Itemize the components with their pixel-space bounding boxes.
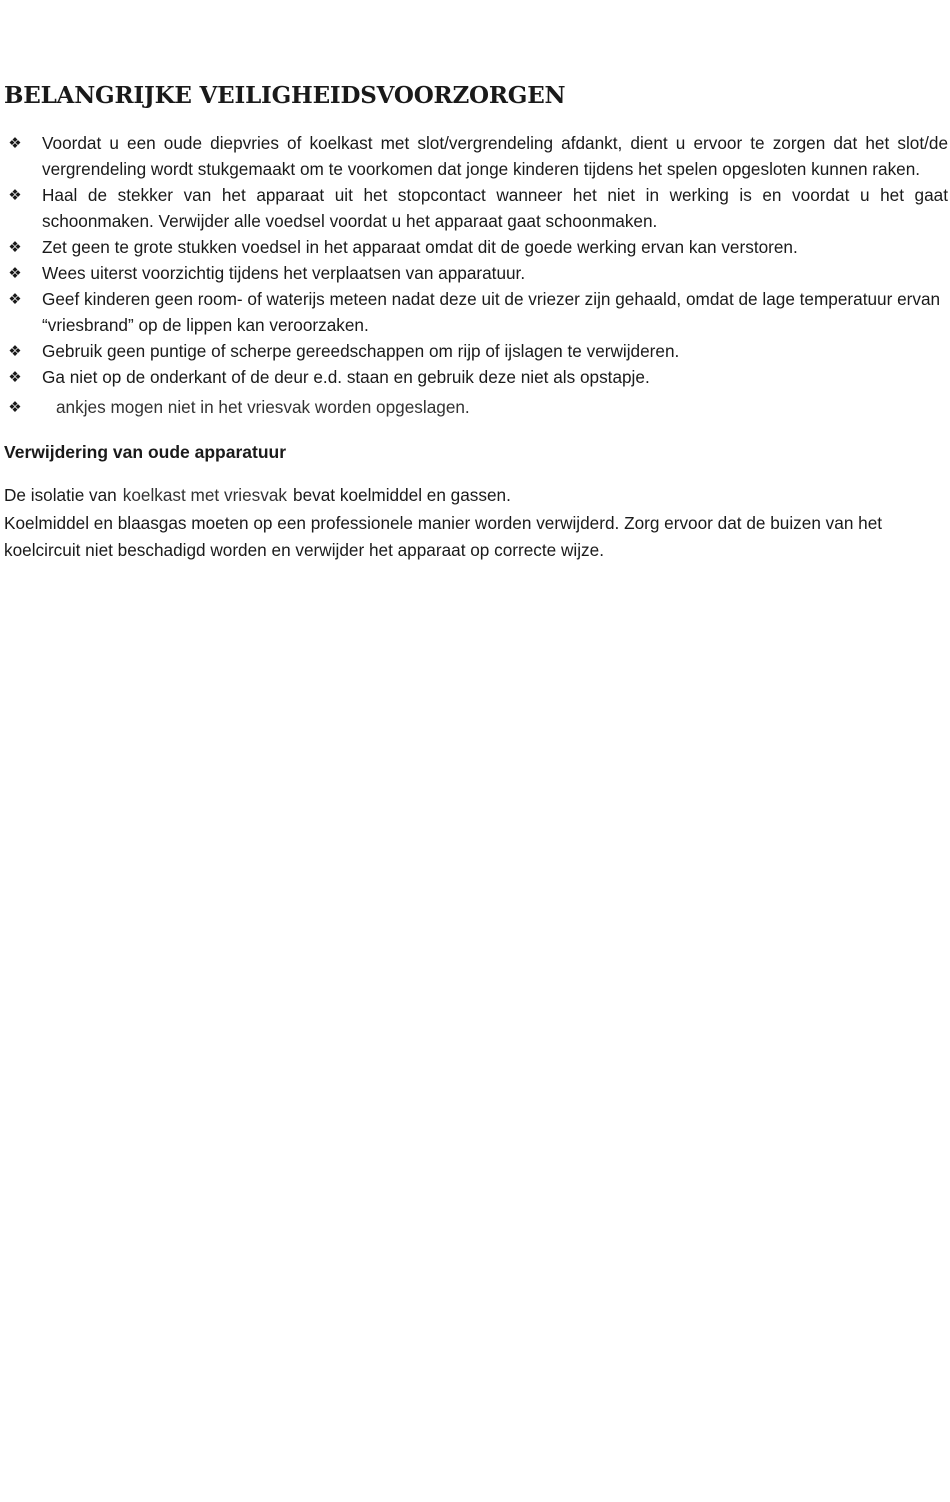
list-item-text: Voordat u een oude diepvries of koelkast met slot/vergrendeling afdankt, dient u ervoor te zorgen dat het slot/de vergrendeling wordt stukgemaakt om te voorkomen dat jonge kinderen tijdens het spelen opgesloten kunnen raken. (42, 133, 948, 179)
list-item-text: Ga niet op de onderkant of de deur e.d. staan en gebruik deze niet als opstapje. (42, 367, 650, 387)
list-item-text: ankjes mogen niet in het vriesvak worden opgeslagen. (56, 397, 470, 417)
list-item (0, 182, 948, 234)
list-item (0, 234, 948, 260)
diamond-bullet-icon: ❖ (8, 134, 22, 152)
page-title: BELANGRIJKE VEILIGHEIDSVOORZORGEN (4, 82, 566, 109)
paragraph-prefix: De isolatie van (4, 485, 117, 505)
diamond-bullet-icon: ❖ (8, 398, 22, 416)
paragraph (4, 482, 924, 510)
diamond-bullet-icon: ❖ (8, 342, 22, 360)
paragraph-suffix: bevat koelmiddel en gassen. (293, 485, 511, 505)
list-item (0, 338, 948, 364)
diamond-bullet-icon: ❖ (8, 186, 22, 204)
list-item (0, 394, 948, 420)
diamond-bullet-icon: ❖ (8, 238, 22, 256)
list-item (0, 286, 948, 338)
safety-precautions-list (0, 130, 948, 420)
list-item-text: Wees uiterst voorzichtig tijdens het verplaatsen van apparatuur. (42, 263, 526, 283)
diamond-bullet-icon: ❖ (8, 368, 22, 386)
paragraph: Koelmiddel en blaasgas moeten op een professionele manier worden verwijderd. Zorg ervoor dat de buizen van het koelcircuit niet beschadigd worden en verwijder het apparaat op correcte wijze. (4, 512, 883, 560)
disposal-body (4, 482, 924, 565)
list-item (0, 130, 948, 182)
list-item-text: Gebruik geen puntige of scherpe gereedschappen om rijp of ijslagen te verwijderen. (42, 341, 680, 361)
list-item-text: Zet geen te grote stukken voedsel in het apparaat omdat dit de goede werking ervan kan verstoren. (42, 237, 798, 257)
list-item (0, 364, 948, 390)
list-item-text: Haal de stekker van het apparaat uit het stopcontact wanneer het niet in werking is en voordat u het gaat schoonmaken. Verwijder alle voedsel voordat u het apparaat gaat schoonmaken. (42, 185, 948, 231)
product-name: koelkast met vriesvak (122, 485, 288, 505)
list-item-text: Geef kinderen geen room- of waterijs meteen nadat deze uit de vriezer zijn gehaald, omdat de lage temperatuur ervan “vriesbrand” op de lippen kan veroorzaken. (42, 289, 941, 335)
diamond-bullet-icon: ❖ (8, 264, 22, 282)
section-heading: Verwijdering van oude apparatuur (4, 442, 287, 462)
diamond-bullet-icon: ❖ (8, 290, 22, 308)
list-item (0, 260, 948, 286)
